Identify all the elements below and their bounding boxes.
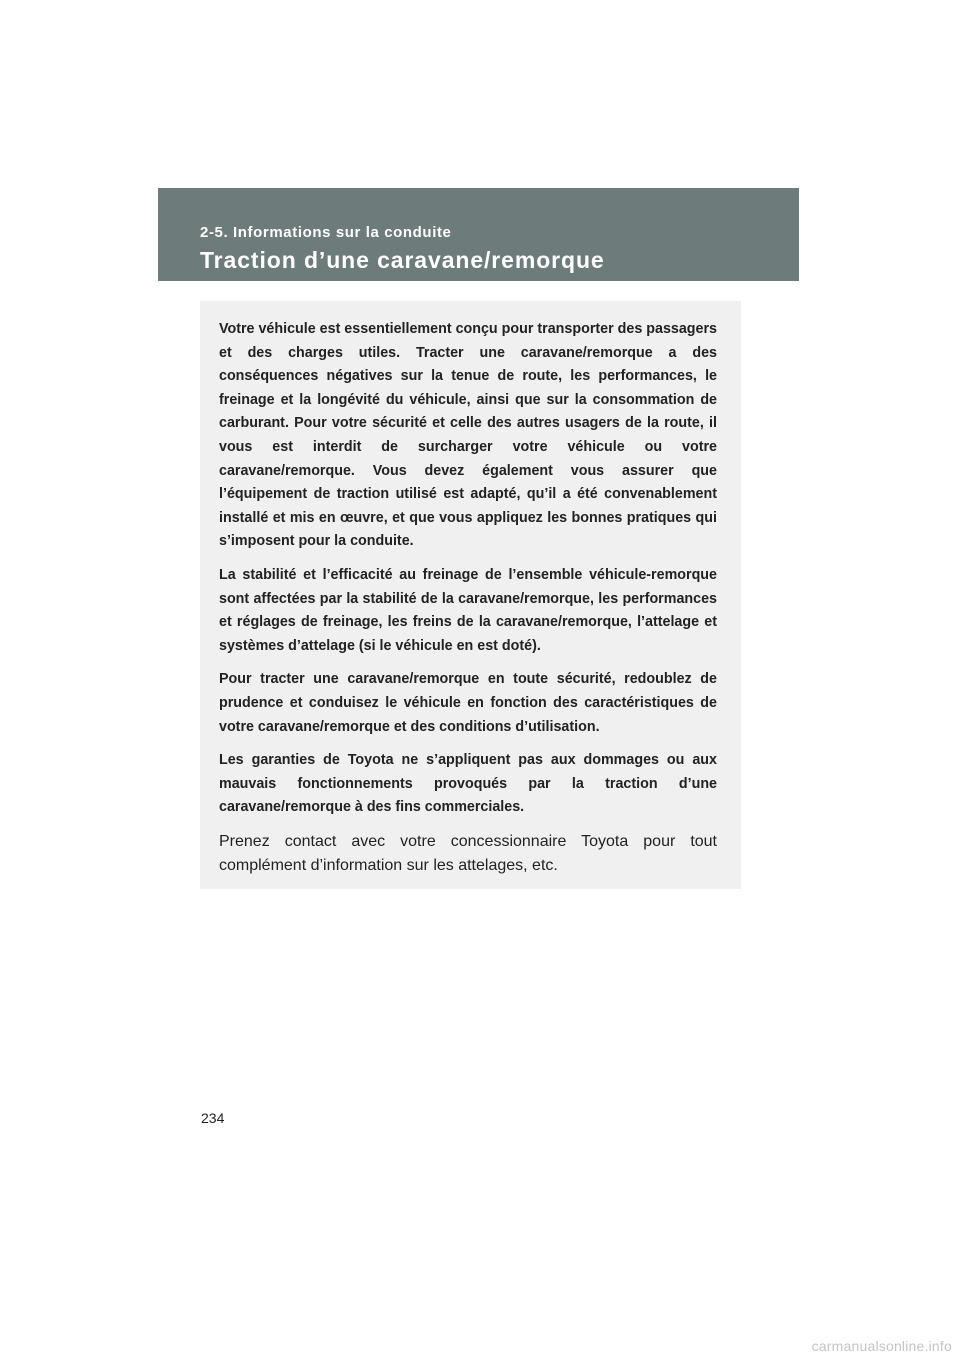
page-number: 234 xyxy=(201,1110,225,1126)
paragraph-stability: La stabilité et l’efficacité au freinage de l’ensemble véhicule-remorque sont affectées par la stabilité de la caravane/remorque, les performances et réglages de freinage, les freins de la caravane/remorque, l’attelage et systèmes d’attelage (si le véhicule en est doté). xyxy=(219,566,717,654)
watermark: carmanualsonline.info xyxy=(811,1338,952,1354)
page-title: Traction d’une caravane/remorque xyxy=(200,247,605,273)
section-label: 2-5. Informations sur la conduite xyxy=(200,224,452,241)
paragraph-safety: Pour tracter une caravane/remorque en toute sécurité, redoublez de prudence et conduisez le véhicule en fonction des caractéristiques de votre caravane/remorque et des conditions d’utilisation. xyxy=(219,671,717,735)
info-box xyxy=(200,301,741,889)
paragraph-warranty: Les garanties de Toyota ne s’appliquent pas aux dommages ou aux mauvais fonctionnements provoqués par la traction d’une caravane/remorque à des fins commerciales. xyxy=(219,752,717,816)
paragraph-contact: Prenez contact avec votre concessionnaire Toyota pour tout complément d’information sur les attelages, etc. xyxy=(219,832,717,874)
paragraph-intro: Votre véhicule est essentiellement conçu pour transporter des passagers et des charges utiles. Tracter une caravane/remorque a des conséquences négatives sur la tenue de route, les performances, le freinage et la longévité du véhicule, ainsi que sur la consommation de carburant. Pour votre sécurité et celle des autres usagers de la route, il vous est interdit de surcharger votre véhicule ou votre caravane/remorque. Vous devez également vous assurer que l’équipement de traction utilisé est adapté, qu’il a été convenablement installé et mis en œuvre, et que vous appliquez les bonnes pratiques qui s’imposent pour la conduite. xyxy=(219,321,717,550)
header-band xyxy=(158,188,799,281)
